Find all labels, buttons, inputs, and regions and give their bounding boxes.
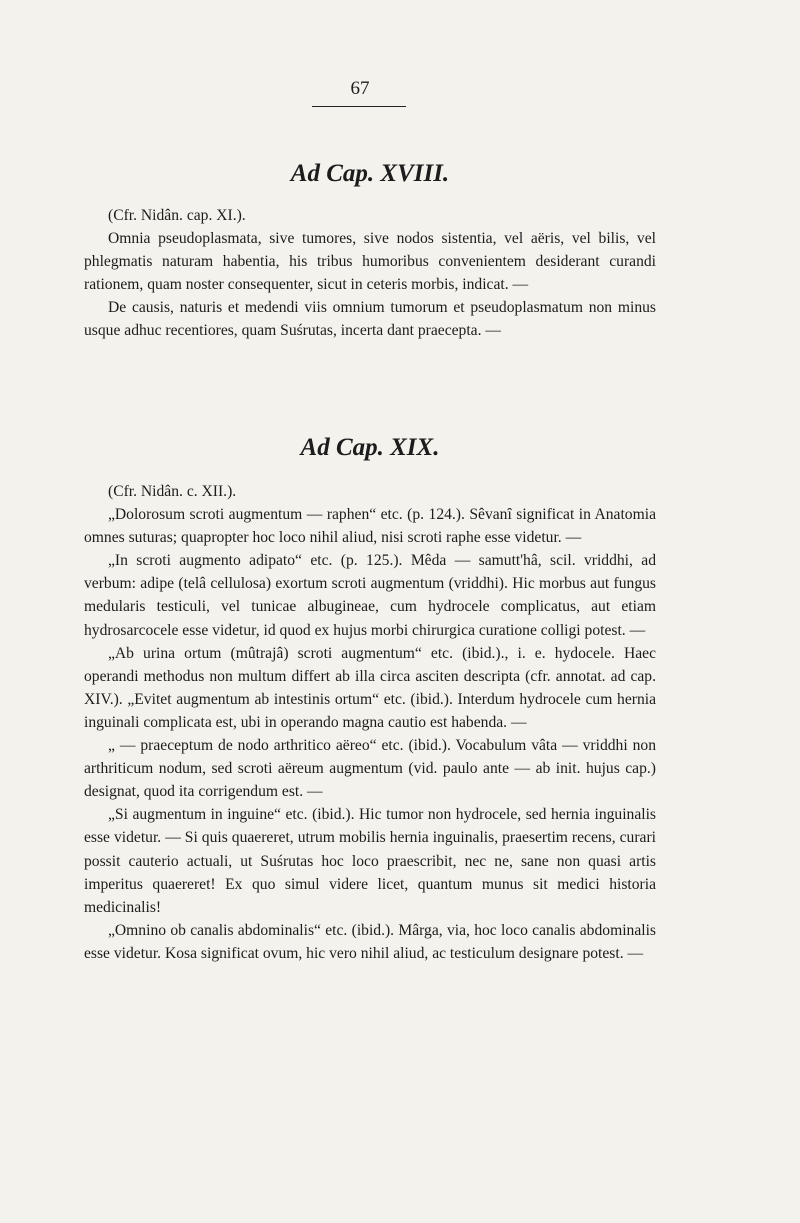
paragraph: „Ab urina ortum (mûtrajâ) scroti augmentum“ etc. (ibid.)., i. e. hydocele. Haec operandi methodus non multum differt ab illa circa asciten descripta (cfr. annotat. ad cap. XIV.). „Evitet augmentum ab intestinis ortum“ etc. (ibid.). Interdum hydrocele cum hernia inguinali complicata est, ubi in operando magna cautio est habenda. — [84, 644, 656, 731]
paragraph: „Omnino ob canalis abdominalis“ etc. (ibid.). Mârga, via, hoc loco canalis abdominalis esse videtur. Kosa significat ovum, hic vero nihil aliud, ac testiculum designare potest. — [84, 921, 656, 962]
page-number-rule [312, 106, 406, 107]
section-heading-cap-xviii: Ad Cap. XVIII. [290, 160, 450, 187]
cross-reference: (Cfr. Nidân. cap. XI.). [108, 207, 246, 224]
section-heading-cap-xix: Ad Cap. XIX. [300, 434, 440, 461]
paragraph: „Dolorosum scroti augmentum — raphen“ etc. (p. 124.). Sêvanî significat in Anatomia omnes suturas; quapropter hoc loco nihil aliud, nisi scroti raphe esse videtur. — [84, 506, 656, 547]
section-body-cap-xviii [84, 204, 656, 343]
paragraph: „In scroti augmento adipato“ etc. (p. 125.). Mêda — samutt'hâ, scil. vriddhi, ad verbum: adipe (telâ cellulosa) exortum scroti augmentum (vriddhi). Hic morbus aut fungus medularis testiculi, vel tunicae albugineae, cum hydrocele complicatus, aut etiam hydrosarcocele esse videtur, id quod ex hujus morbi chirurgica curatione colligi potest. — [84, 552, 656, 639]
paragraph: De causis, naturis et medendi viis omnium tumorum et pseudoplasmatum non minus usque adhuc recentiores, quam Suśrutas, incerta dant praecepta. — [84, 299, 656, 340]
page-number: 67 [350, 78, 370, 99]
paragraph: „Si augmentum in inguine“ etc. (ibid.). Hic tumor non hydrocele, sed hernia inguinalis esse videtur. — Si quis quaereret, utrum mobilis hernia inguinalis, praesertim recens, curari possit cauterio actuali, ut Suśrutas hoc loco praescribit, nec ne, sane non quasi artis imperitus quaereret! Ex quo simul videre licet, quantum munus sit medici historia medicinalis! [84, 806, 656, 916]
paragraph: Omnia pseudoplasmata, sive tumores, sive nodos sistentia, vel aëris, vel bilis, vel phlegmatis naturam habentia, his tribus humoribus convenientem desiderant curandi rationem, quam noster consequenter, sicut in ceteris morbis, indicat. — [84, 230, 656, 294]
cross-reference: (Cfr. Nidân. c. XII.). [108, 483, 237, 500]
section-body-cap-xix [84, 480, 656, 965]
paragraph: „ — praeceptum de nodo arthritico aëreo“ etc. (ibid.). Vocabulum vâta — vriddhi non arthriticum nodum, sed scroti aëreum augmentum (vid. paulo ante — ab init. hujus cap.) designat, quod ita corrigendum est. — [84, 737, 656, 801]
